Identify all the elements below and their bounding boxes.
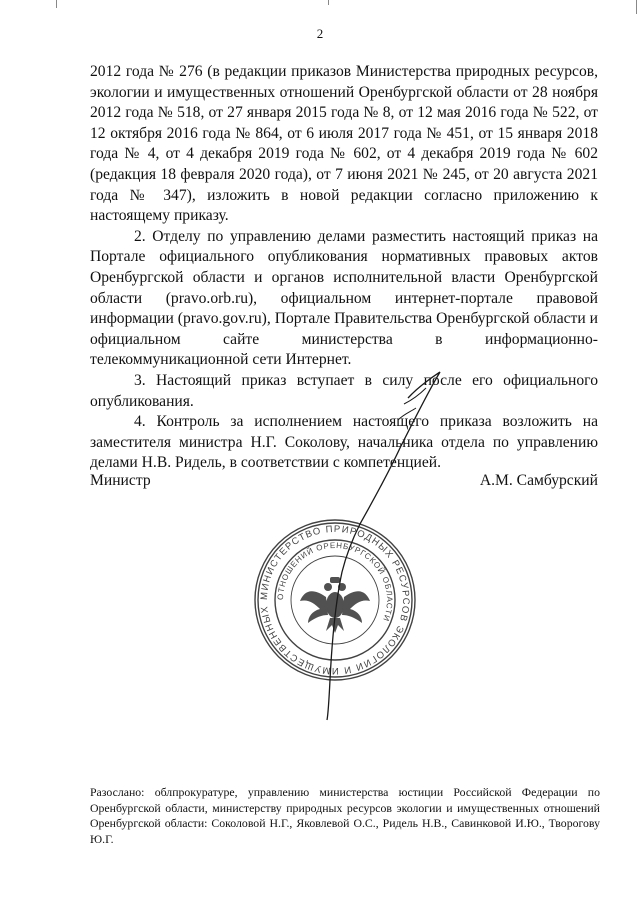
paragraph-4: 4. Контроль за исполнением настоящего приказа возложить на заместителя министра Н.Г. Соколову, начальника отдела по управлению делами Н.В. Ридель, в соответствии с компетенцией. <box>90 413 598 472</box>
official-seal <box>250 515 420 685</box>
paragraph-1-continuation: 2012 года № 276 (в редакции приказов Министерства природных ресурсов, экологии и имущественных отношений Оренбургской области от 28 ноября 2012 года № 518, от 27 января 2015 года № 8, от 12 мая 2016 года № 522, от 12 октября 2016 года № 864, от 6 июля 2017 года № 451, от 15 января 2018 года № 4, от 4 декабря 2019 года № 602, от 4 декабря 2019 года № 602 (редакция 18 февраля 2020 года), от 7 июня 2021 № 245, от 20 августа 2021 года № 347), изложить в новой редакции согласно приложению к настоящему приказу. <box>90 63 598 225</box>
signer-name: А.М. Самбурский <box>479 472 598 489</box>
signer-position: Министр <box>90 472 151 489</box>
scan-edge-mark <box>328 0 329 5</box>
svg-text:ОТНОШЕНИЙ ОРЕНБУРГСКОЙ ОБЛАСТИ: ОТНОШЕНИЙ ОРЕНБУРГСКОЙ ОБЛАСТИ <box>275 540 395 623</box>
distribution-list: Разослано: облпрокуратуре, управлению министерства юстиции Российской Федерации по Оренбургской области, министерству природных ресурсов экологии и имущественных отношений Оренбургской области: Соколовой Н.Г., Яковлевой О.С., Ридель Н.В., Савинковой И.Ю., Творогову Ю.Г. <box>90 785 600 846</box>
paragraph-2: 2. Отделу по управлению делами разместить настоящий приказ на Портале официального опубликования нормативных правовых актов Оренбургской области и органов исполнительной власти Оренбургской области (pravo.orb.ru), официальном интернет-портале правовой информации (pravo.gov.ru), Портале Правительства Оренбургской области и официальном сайте министерства в информационно-телекоммуникационной сети Интернет. <box>90 227 598 369</box>
page-number: 2 <box>316 26 324 41</box>
scan-edge-mark <box>56 0 57 8</box>
signature-block <box>90 472 598 494</box>
coat-of-arms-icon <box>300 577 370 633</box>
document-body <box>90 62 598 474</box>
svg-text:МИНИСТЕРСТВО ПРИРОДНЫХ РЕСУРСО: МИНИСТЕРСТВО ПРИРОДНЫХ РЕСУРСОВ ЭКОЛОГИИ И ИМУЩЕСТВЕННЫХ <box>258 523 412 677</box>
paragraph-3: 3. Настоящий приказ вступает в силу после его официального опубликования. <box>90 371 598 410</box>
scan-edge-mark <box>636 0 637 14</box>
